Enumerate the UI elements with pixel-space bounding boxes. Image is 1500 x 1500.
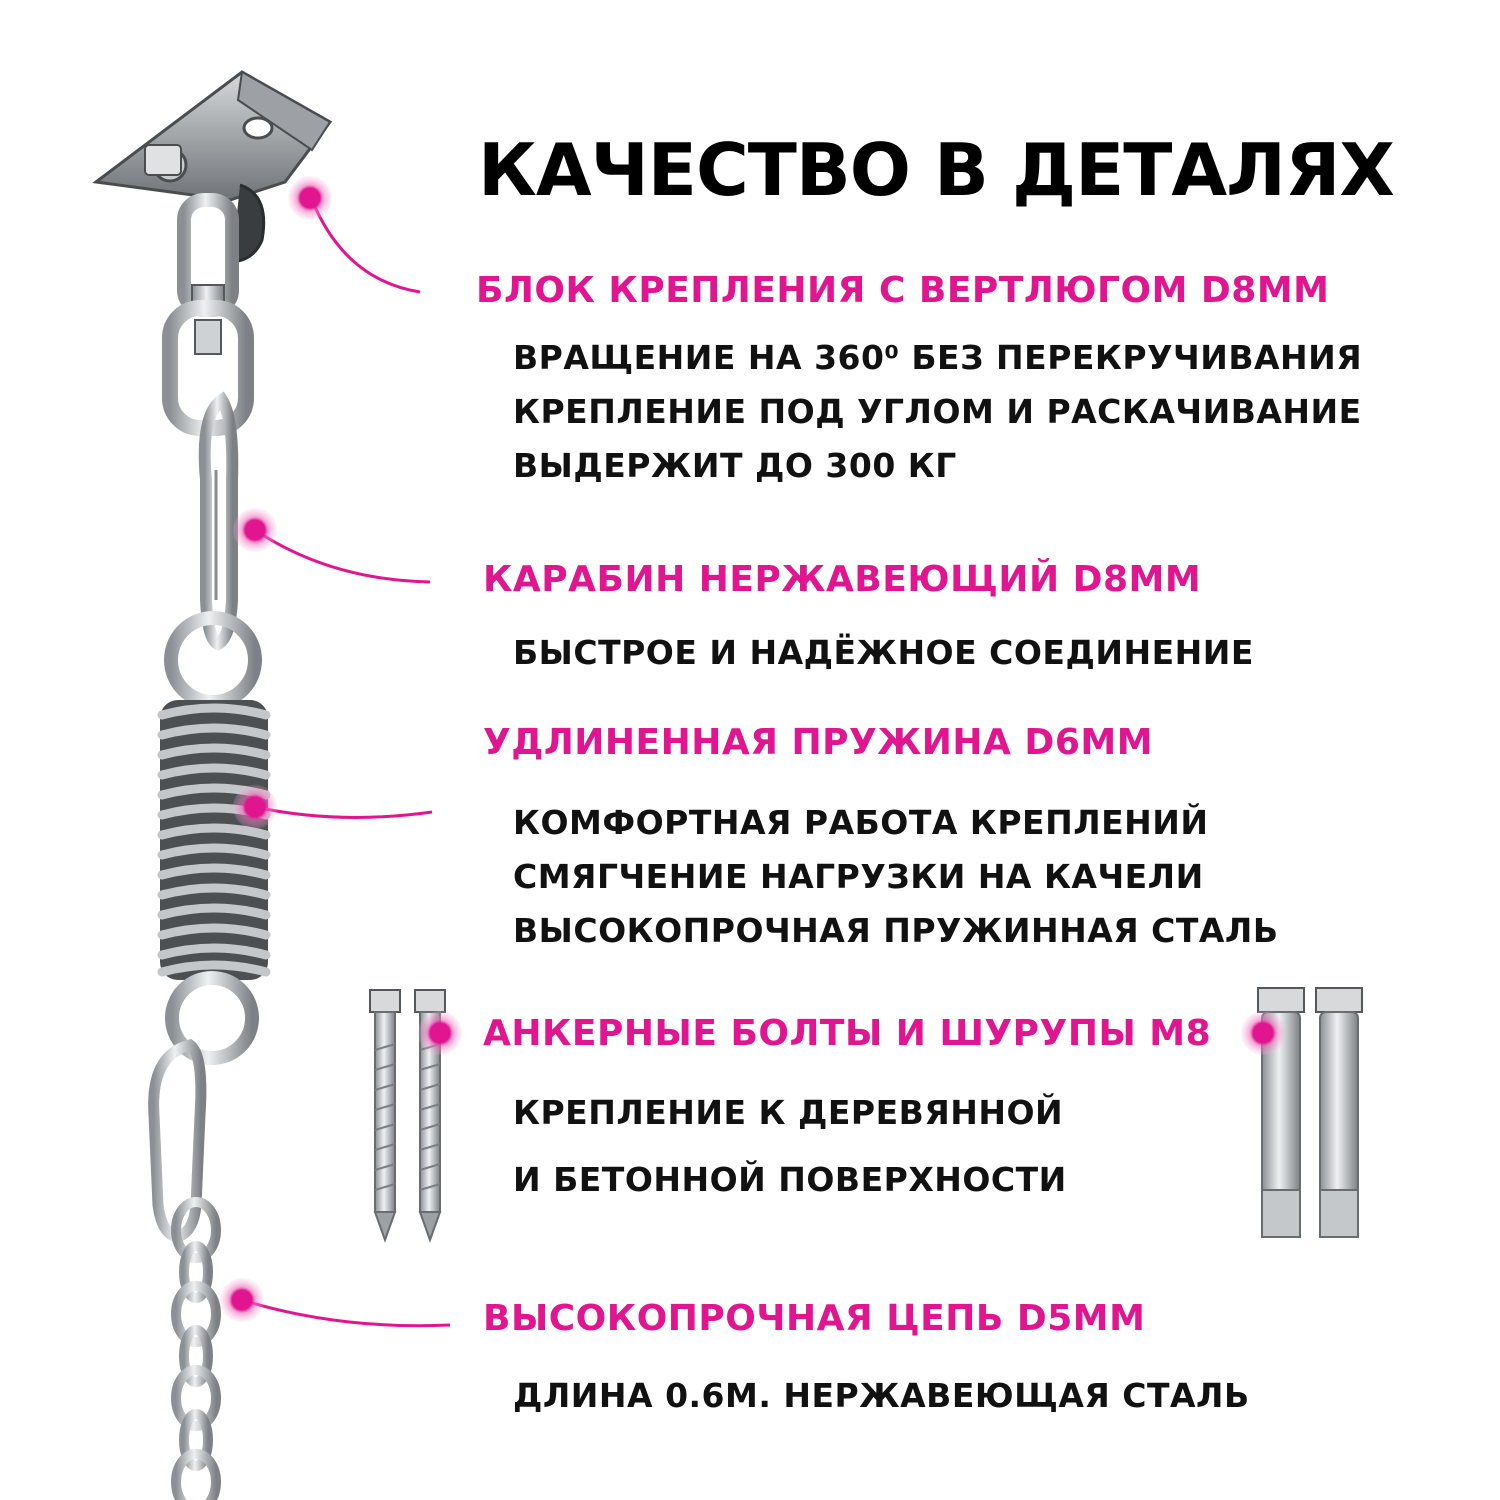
feature-line: ВЫДЕРЖИТ ДО 300 КГ (513, 446, 957, 485)
pointer-line-bracket (312, 200, 420, 292)
feature-heading-chain: ВЫСОКОПРОЧНАЯ ЦЕПЬ D5MM (483, 1298, 1146, 1339)
feature-line: ВЫСОКОПРОЧНАЯ ПРУЖИННАЯ СТАЛЬ (513, 911, 1279, 950)
feature-heading-carabiner: КАРАБИН НЕРЖАВЕЮЩИЙ D8MM (483, 559, 1202, 600)
marker-dot-chain (220, 1278, 264, 1322)
pointer-line-chain (242, 1300, 450, 1326)
feature-line: БЫСТРОЕ И НАДЁЖНОЕ СОЕДИНЕНИЕ (513, 633, 1254, 672)
marker-dot-spring (233, 785, 277, 829)
feature-line: СМЯГЧЕНИЕ НАГРУЗКИ НА КАЧЕЛИ (513, 857, 1204, 896)
feature-line: КОМФОРТНАЯ РАБОТА КРЕПЛЕНИЙ (513, 803, 1209, 842)
chain (176, 1202, 216, 1500)
spring (160, 700, 268, 980)
feature-line: КРЕПЛЕНИЕ ПОД УГЛОМ И РАСКАЧИВАНИЕ (513, 392, 1362, 431)
feature-line: КРЕПЛЕНИЕ К ДЕРЕВЯННОЙ (513, 1093, 1064, 1132)
marker-dot-screws (418, 1011, 462, 1055)
feature-line: ДЛИНА 0.6М. НЕРЖАВЕЮЩАЯ СТАЛЬ (513, 1376, 1250, 1415)
feature-line: И БЕТОННОЙ ПОВЕРХНОСТИ (513, 1160, 1067, 1199)
feature-heading-anchors: АНКЕРНЫЕ БОЛТЫ И ШУРУПЫ М8 (483, 1013, 1212, 1054)
feature-heading-spring: УДЛИНЕННАЯ ПРУЖИНА D6MM (483, 722, 1154, 763)
marker-dot-bracket (288, 176, 332, 220)
marker-dot-bolts (1241, 1011, 1285, 1055)
pointer-line-carabiner (255, 530, 430, 582)
page-title: КАЧЕСТВО В ДЕТАЛЯХ (478, 128, 1394, 212)
marker-dot-carabiner (233, 508, 277, 552)
swivel (170, 200, 246, 428)
pointer-line-spring (255, 807, 432, 817)
mounting-bracket (96, 72, 330, 262)
feature-heading-bracket: БЛОК КРЕПЛЕНИЯ С ВЕРТЛЮГОМ D8MM (476, 270, 1330, 311)
carabiner (205, 400, 233, 644)
feature-line: ВРАЩЕНИЕ НА 360⁰ БЕЗ ПЕРЕКРУЧИВАНИЯ (513, 338, 1363, 377)
